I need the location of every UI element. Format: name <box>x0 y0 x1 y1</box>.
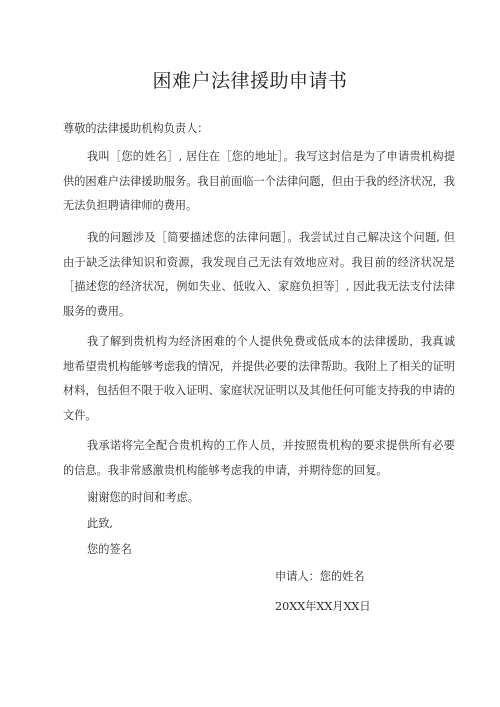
signature-line: 您的签名 <box>87 543 132 556</box>
applicant-line: 申请人：您的姓名 <box>275 570 365 583</box>
paragraph-4: 我承诺将完全配合贵机构的工作人员，并按照贵机构的要求提供所有必要的信息。我非常感激贵机构能够考虑我的申请，并期待您的回复。 <box>63 439 455 477</box>
paragraph-2: 我的问题涉及［简要描述您的法律问题］。我尝试过自己解决这个问题, 但由于缺乏法律知识和资源，我发现自己无法有效地应对。我目前的经济状况是［描述您的经济状况，例如失业、低收入、家庭负担等］, 因此我无法支付法律服务的费用。 <box>63 231 455 318</box>
closing-line: 此致, <box>87 517 113 530</box>
date-line: 20XX年XX月XX日 <box>275 600 371 613</box>
paragraph-1: 我叫［您的姓名］, 居住在［您的地址］。我写这封信是为了申请贵机构提供的困难户法律援助服务。我目前面临一个法律问题，但由于我的经济状况，我无法负担聘请律师的费用。 <box>63 150 455 213</box>
thanks-line: 谢谢您的时间和考虑。 <box>87 491 199 504</box>
paragraph-3: 我了解到贵机构为经济困难的个人提供免费或低成本的法律援助，我真诚地希望贵机构能够考虑我的情况，并提供必要的法律帮助。我附上了相关的证明材料，包括但不限于收入证明、家庭状况证明以及其他任何可能支持我的申请的文件。 <box>63 335 455 422</box>
page-title: 困难户法律援助申请书 <box>152 70 348 92</box>
salutation: 尊敬的法律援助机构负责人： <box>63 122 209 135</box>
